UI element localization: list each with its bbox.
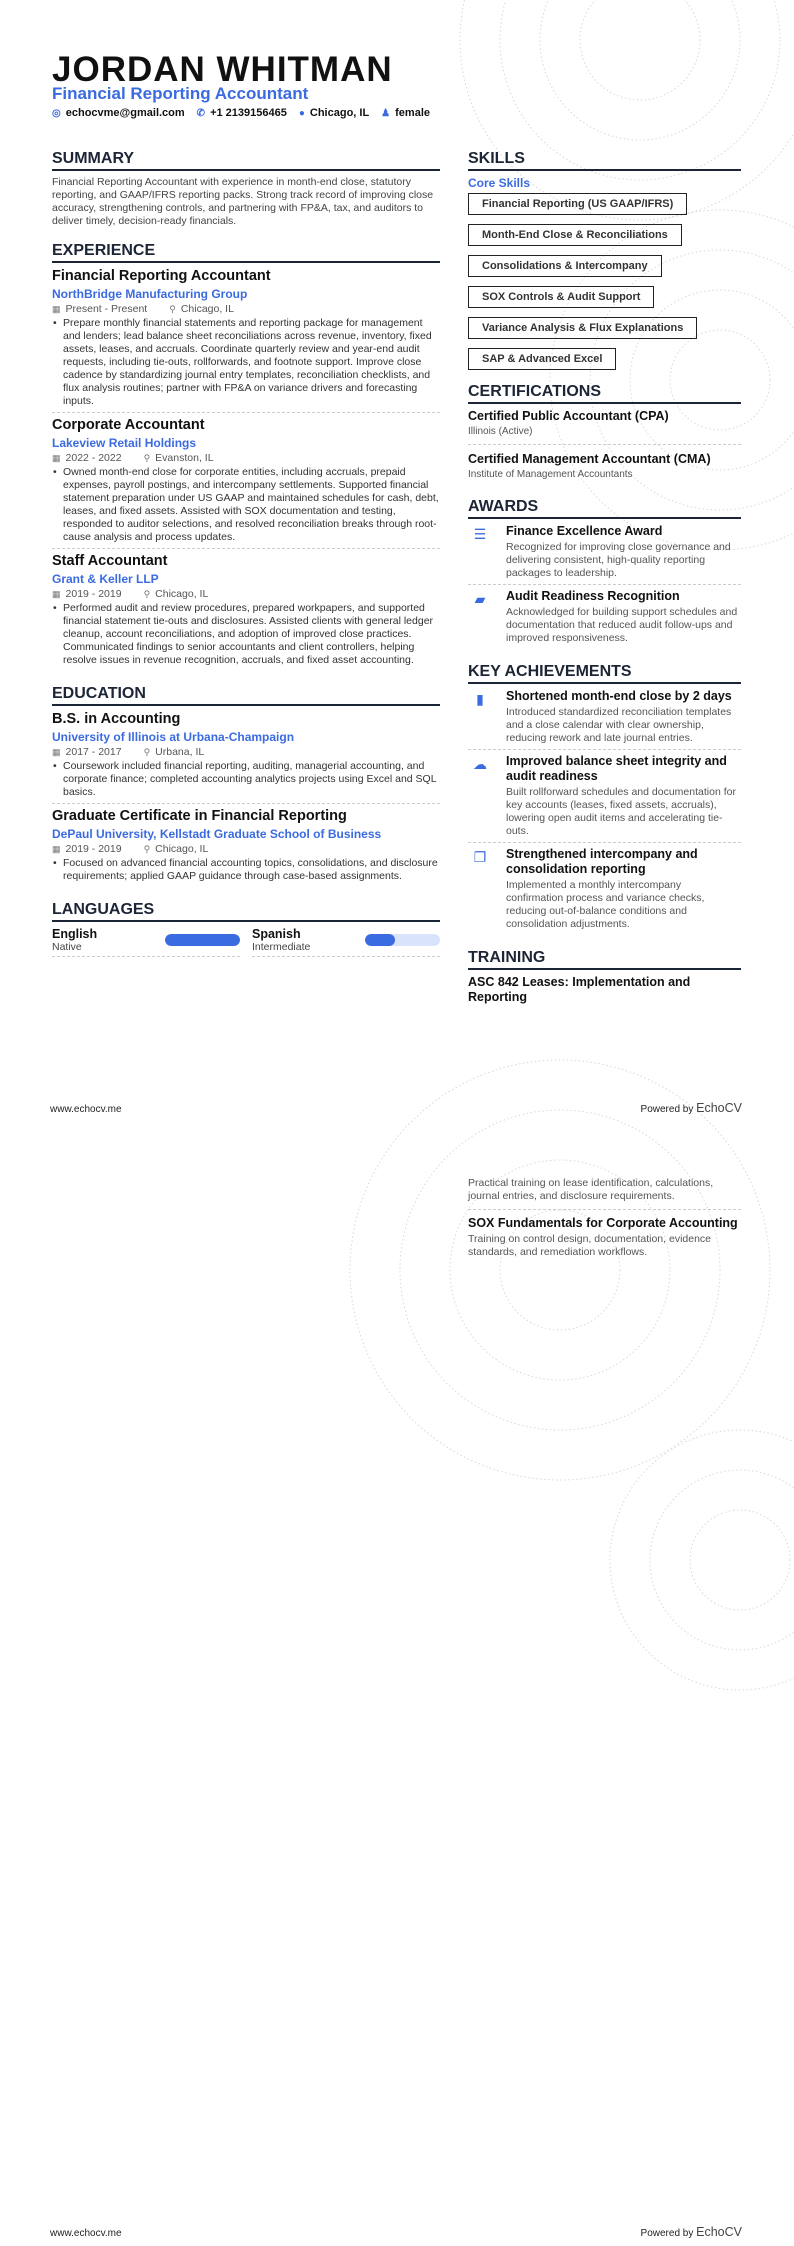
footer-site-link[interactable]: www.echocv.me (50, 1104, 122, 1115)
dates-text: Present - Present (65, 303, 148, 315)
languages-section (52, 901, 440, 957)
entry-title: Staff Accountant (52, 553, 168, 569)
brand-logo: EchoCV (696, 2225, 742, 2239)
entry-meta (52, 452, 440, 464)
item-title: Strengthened intercompany and consolidation reporting (506, 847, 698, 876)
section-heading: EDUCATION (52, 685, 440, 706)
location-text: Chicago, IL (155, 588, 209, 600)
skills-group-label: Core Skills (468, 176, 531, 190)
achievements-section (468, 663, 741, 935)
dates-text: 2022 - 2022 (65, 452, 122, 464)
training-item (468, 1216, 741, 1263)
location-text: Urbana, IL (155, 746, 205, 758)
language-level: Intermediate (252, 941, 311, 953)
entry-meta (52, 303, 440, 315)
dates-text: 2019 - 2019 (65, 843, 122, 855)
cloud-icon: ☁ (473, 756, 487, 772)
location-pin-icon: ⚲ (169, 304, 176, 314)
entry-title: B.S. in Accounting (52, 711, 181, 727)
item-description: Built rollforward schedules and documentation for key accounts (leases, fixed assets, accruals), lowering open audit items and accelerating tie-outs. (506, 786, 736, 837)
entry-dates (52, 588, 122, 600)
calendar-icon: ▦ (52, 304, 61, 314)
copy-icon: ❐ (473, 849, 487, 865)
skill-tag: Month-End Close & Reconciliations (468, 224, 682, 246)
education-section (52, 685, 440, 887)
entry-organization: University of Illinois at Urbana-Champaign (52, 730, 295, 744)
skill-tag: Financial Reporting (US GAAP/IFRS) (468, 193, 687, 215)
entry-dates (52, 746, 122, 758)
experience-item (52, 417, 440, 549)
experience-item (52, 553, 440, 671)
item-description: Acknowledged for building support schedules and documentation that reduced audit follow-ups and improved responsiveness. (506, 606, 738, 644)
location-pin-icon: ⚲ (143, 747, 151, 757)
language-item (52, 927, 240, 957)
summary-text: Financial Reporting Accountant with experience in month-end close, statutory reporting, and GAAP/IFRS reporting packs. Strong track record of improving close accuracy, strengthening controls, and partnering with FP&A, tax, and auditors to deliver timely, decision-ready financials. (52, 176, 434, 227)
entry-organization: NorthBridge Manufacturing Group (52, 287, 248, 301)
language-proficiency-bar (165, 934, 240, 946)
summary-section (52, 150, 440, 228)
entry-location (144, 588, 209, 600)
powered-by-text: Powered by (640, 2228, 694, 2239)
location-text: Evanston, IL (155, 452, 214, 464)
contact-phone[interactable] (197, 107, 287, 119)
education-item (52, 808, 440, 887)
powered-by-text: Powered by (640, 1104, 694, 1115)
footer-powered-by (641, 1101, 742, 1115)
phone-icon: ✆ (196, 108, 206, 119)
awards-section (468, 498, 741, 649)
location-icon: ● (298, 108, 305, 119)
training-title: ASC 842 Leases: Implementation and Reporting (468, 975, 691, 1004)
item-description: Introduced standardized reconciliation templates and a close calendar with clear ownership, reducing rework and late journal entries. (506, 706, 732, 744)
resume-name: JORDAN WHITMAN (52, 50, 393, 89)
location-pin-icon: ⚲ (143, 589, 151, 599)
footer-powered-by (641, 2225, 742, 2239)
entry-title: Financial Reporting Accountant (52, 268, 271, 284)
phone-text: +1 2139156465 (210, 107, 287, 119)
language-item (252, 927, 440, 957)
entry-location (144, 843, 209, 855)
experience-section (52, 242, 440, 671)
dates-text: 2019 - 2019 (65, 588, 122, 600)
certification-title: Certified Management Accountant (CMA) (468, 452, 711, 466)
at-icon: ◎ (52, 108, 61, 119)
section-heading: LANGUAGES (52, 901, 440, 922)
section-heading: TRAINING (468, 949, 741, 970)
training-title: SOX Fundamentals for Corporate Accounting (468, 1216, 738, 1230)
contact-gender (381, 107, 430, 119)
training-description: Training on control design, documentation, evidence standards, and remediation workflows. (468, 1233, 712, 1258)
entry-bullet: • Owned month-end close for corporate entities, including accruals, prepaid expenses, payroll postings, and intercompany settlements. Supported financial statement preparation under US GAAP and maintained schedules for cash, debt, leases, and fixed assets. Assisted with SOX documentation and testing, responded to auditor selections, and resolved reconciliation breaks through root-cause analysis and process updates. (52, 466, 440, 544)
entry-dates (52, 452, 122, 464)
page-2-right-column (468, 1177, 741, 1267)
entry-meta (52, 746, 440, 758)
entry-title: Graduate Certificate in Financial Reporting (52, 808, 347, 824)
calendar-icon: ▦ (52, 589, 61, 599)
bars-icon: ☰ (473, 526, 487, 542)
location-pin-icon: ⚲ (143, 453, 151, 463)
training-item (468, 1177, 741, 1210)
contact-bar (52, 107, 430, 119)
item-title: Finance Excellence Award (506, 524, 663, 538)
item-title: Improved balance sheet integrity and audit readiness (506, 754, 727, 783)
proficiency-fill (365, 934, 395, 946)
item-description: Implemented a monthly intercompany confirmation process and variance checks, reducing out-of-balance conditions and consolidation adjustments. (506, 879, 705, 930)
award-item (468, 524, 741, 585)
award-item (468, 589, 741, 649)
brand-logo: EchoCV (696, 1101, 742, 1115)
section-heading: AWARDS (468, 498, 741, 519)
achievement-item (468, 754, 741, 843)
item-title: Shortened month-end close by 2 days (506, 689, 732, 703)
document-icon: ▰ (474, 591, 486, 607)
language-name: English (52, 927, 98, 941)
contact-email[interactable] (52, 107, 185, 119)
entry-bullet: • Focused on advanced financial accounting topics, consolidations, and disclosure requirements; applied GAAP guidance through case-based assignments. (52, 857, 440, 883)
entry-dates (52, 303, 147, 315)
training-section (468, 949, 741, 1005)
language-level: Native (52, 941, 82, 953)
calendar-icon: ▦ (52, 747, 61, 757)
section-heading: EXPERIENCE (52, 242, 440, 263)
section-heading: CERTIFICATIONS (468, 383, 741, 404)
entry-bullet: • Performed audit and review procedures, prepared workpapers, and supported financial statement tie-outs and disclosures. Assisted clients with general ledger cleanup, account reconciliations, and adoption of improved close practices. Communicated findings to senior accountants and client controllers, helping resolve issues in revenue recognition, accruals, and fixed asset accounting. (52, 602, 440, 667)
certification-issuer: Institute of Management Accountants (468, 469, 633, 480)
experience-item (52, 268, 440, 413)
gender-text: female (395, 107, 430, 119)
entry-location (169, 303, 234, 315)
certification-item (468, 452, 741, 484)
certification-title: Certified Public Accountant (CPA) (468, 409, 669, 423)
email-text: echocvme@gmail.com (65, 107, 185, 119)
certification-issuer: Illinois (Active) (468, 426, 533, 437)
training-description: Practical training on lease identification, calculations, journal entries, and disclosure requirements. (468, 1177, 714, 1202)
achievement-item (468, 689, 741, 750)
entry-location (144, 746, 205, 758)
entry-location (144, 452, 214, 464)
education-item (52, 711, 440, 804)
language-proficiency-bar (365, 934, 440, 946)
file-plus-icon: ▮ (476, 691, 484, 707)
entry-organization: DePaul University, Kellstadt Graduate School of Business (52, 827, 382, 841)
entry-title: Corporate Accountant (52, 417, 205, 433)
item-description: Recognized for improving close governance and delivering consistent, high-quality reporting packages to leadership. (506, 541, 731, 579)
location-text: Chicago, IL (309, 107, 370, 119)
contact-location (299, 107, 369, 119)
entry-bullet: • Coursework included financial reporting, auditing, managerial accounting, and corporate finance; completed accounting analytics projects using Excel and SQL basics. (52, 760, 440, 799)
entry-meta (52, 588, 440, 600)
achievement-item (468, 847, 741, 935)
location-pin-icon: ⚲ (143, 844, 151, 854)
certification-item (468, 409, 741, 445)
entry-dates (52, 843, 122, 855)
section-heading: SKILLS (468, 150, 741, 171)
left-column (52, 136, 440, 957)
dates-text: 2017 - 2017 (65, 746, 122, 758)
skill-tag: SAP & Advanced Excel (468, 348, 616, 370)
proficiency-fill (165, 934, 240, 946)
item-title: Audit Readiness Recognition (506, 589, 680, 603)
entry-bullet: • Prepare monthly financial statements and reporting package for management and lenders; lead balance sheet reconciliations across revenue, inventory, fixed assets, leases, and accruals. Coordinate quarterly review and year-end audit requests, including tie-outs, rollforwards, and footnote support. Improve close cadence by standardizing journal entry templates, reconciliation checklists, and flux analysis routines; partner with FP&A on variance drivers and forecasting inputs. (52, 317, 440, 408)
user-icon: ♟ (381, 108, 391, 119)
entry-organization: Grant & Keller LLP (52, 572, 159, 586)
skill-tag: Variance Analysis & Flux Explanations (468, 317, 697, 339)
right-column (468, 136, 741, 1005)
section-heading: SUMMARY (52, 150, 440, 171)
certifications-section (468, 383, 741, 484)
footer-site-link[interactable]: www.echocv.me (50, 2228, 122, 2239)
calendar-icon: ▦ (52, 453, 61, 463)
calendar-icon: ▦ (52, 844, 61, 854)
skill-tag: SOX Controls & Audit Support (468, 286, 654, 308)
skill-tag: Consolidations & Intercompany (468, 255, 662, 277)
location-text: Chicago, IL (180, 303, 234, 315)
section-heading: KEY ACHIEVEMENTS (468, 663, 741, 684)
entry-organization: Lakeview Retail Holdings (52, 436, 197, 450)
entry-meta (52, 843, 440, 855)
language-name: Spanish (252, 927, 301, 941)
location-text: Chicago, IL (155, 843, 209, 855)
resume-job-title: Financial Reporting Accountant (52, 84, 309, 103)
skills-section (468, 150, 741, 379)
